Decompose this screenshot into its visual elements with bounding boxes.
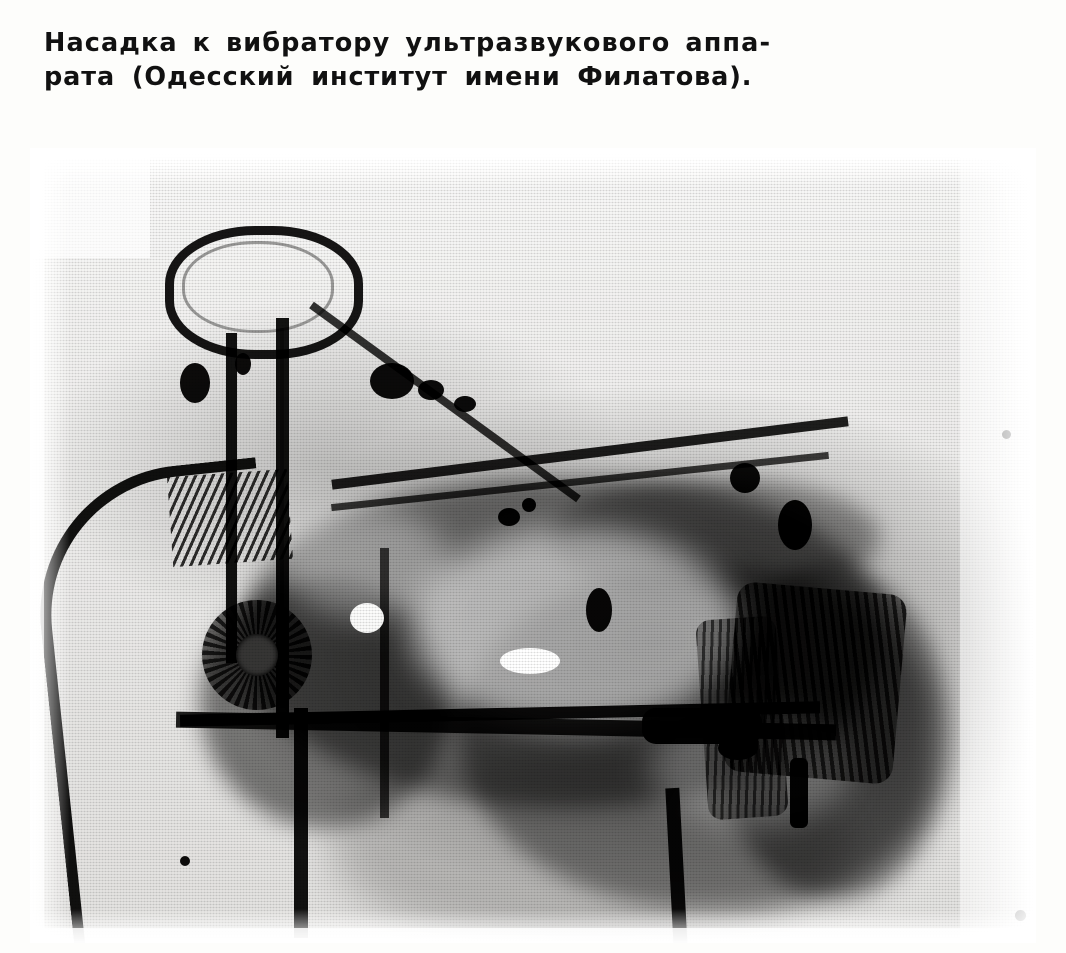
clipping-edge-top (30, 148, 1036, 158)
caption-line-1: Насадка к вибратору ультразвукового аппа- (44, 28, 772, 58)
clipping-edge-left (30, 148, 44, 943)
clipping-edge-bottom (30, 928, 1036, 943)
caption-line-2: рата (Одесский институт имени Филатова). (44, 62, 753, 92)
clipping-edge-right (960, 148, 1036, 943)
clipping-corner-top-left (30, 148, 150, 258)
photo-canvas (30, 148, 1036, 943)
figure-caption (44, 26, 1034, 94)
figure-photograph (30, 148, 1036, 943)
scanline-grain (30, 148, 1036, 943)
